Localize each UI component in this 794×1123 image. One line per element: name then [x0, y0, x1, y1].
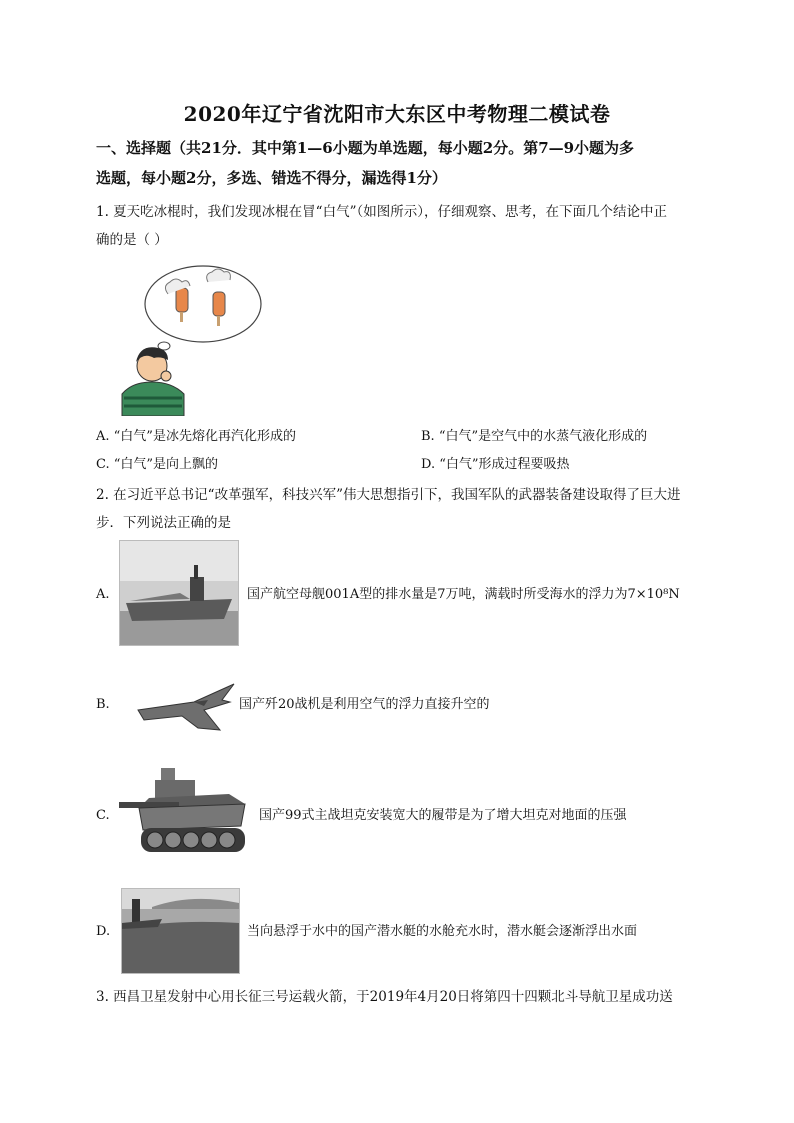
question-1-line2: 确的是（ ） — [96, 232, 168, 248]
aircraft-carrier-photo — [119, 540, 239, 646]
question-1-line1: 1. 夏天吃冰棍时，我们发现冰棍在冒“白气”（如图所示），仔细观察、思考，在下面几个结论中正 — [96, 204, 667, 220]
page-title: 2020年辽宁省沈阳市大东区中考物理二模试卷 — [183, 102, 611, 126]
question-3-line1: 3. 西昌卫星发射中心用长征三号运载火箭，于2019年4月20日将第四十四颗北斗导航卫星成功送 — [96, 989, 673, 1005]
q1-option-a: A. “白气”是冰先熔化再汽化形成的 — [96, 429, 296, 444]
section-heading-line1: 一、选择题（共21分．其中第1—6小题为单选题，每小题2分。第7—9小题为多 — [96, 139, 635, 157]
question-1-stem — [96, 198, 706, 254]
question-1-illustration — [118, 258, 264, 416]
question-2-stem — [96, 481, 706, 537]
submarine-photo — [121, 888, 240, 974]
question-2-line2: 步．下列说法正确的是 — [96, 515, 231, 531]
q2-option-d-text: 当向悬浮于水中的国产潜水艇的水舱充水时，潜水艇会逐渐浮出水面 — [247, 924, 638, 939]
q2-option-b-text: 国产歼20战机是利用空气的浮力直接升空的 — [239, 697, 490, 712]
section-heading — [96, 133, 706, 193]
question-2-line1: 2. 在习近平总书记“改革强军，科技兴军”伟大思想指引下，我国军队的武器装备建设取得了巨大进 — [96, 487, 681, 503]
q2-option-b-letter: B. — [96, 697, 110, 712]
fighter-jet-photo — [134, 680, 238, 736]
q2-option-c-letter: C. — [96, 808, 110, 823]
q1-option-d: D. “白气”形成过程要吸热 — [421, 457, 570, 472]
q2-option-c-text: 国产99式主战坦克安装宽大的履带是为了增大坦克对地面的压强 — [259, 808, 627, 823]
question-3-stem — [96, 983, 706, 1011]
q2-option-a-text: 国产航空母舰001A型的排水量是7万吨，满载时所受海水的浮力为7×10⁸N — [247, 587, 680, 602]
q2-option-d-letter: D. — [96, 924, 111, 939]
q1-option-b: B. “白气”是空气中的水蒸气液化形成的 — [421, 429, 648, 444]
q2-option-a-letter: A. — [96, 587, 110, 602]
section-heading-line2: 选题，每小题2分，多选、错选不得分，漏选得1分） — [96, 169, 447, 187]
tank-photo — [119, 764, 253, 868]
q1-option-c: C. “白气”是向上飘的 — [96, 457, 219, 472]
